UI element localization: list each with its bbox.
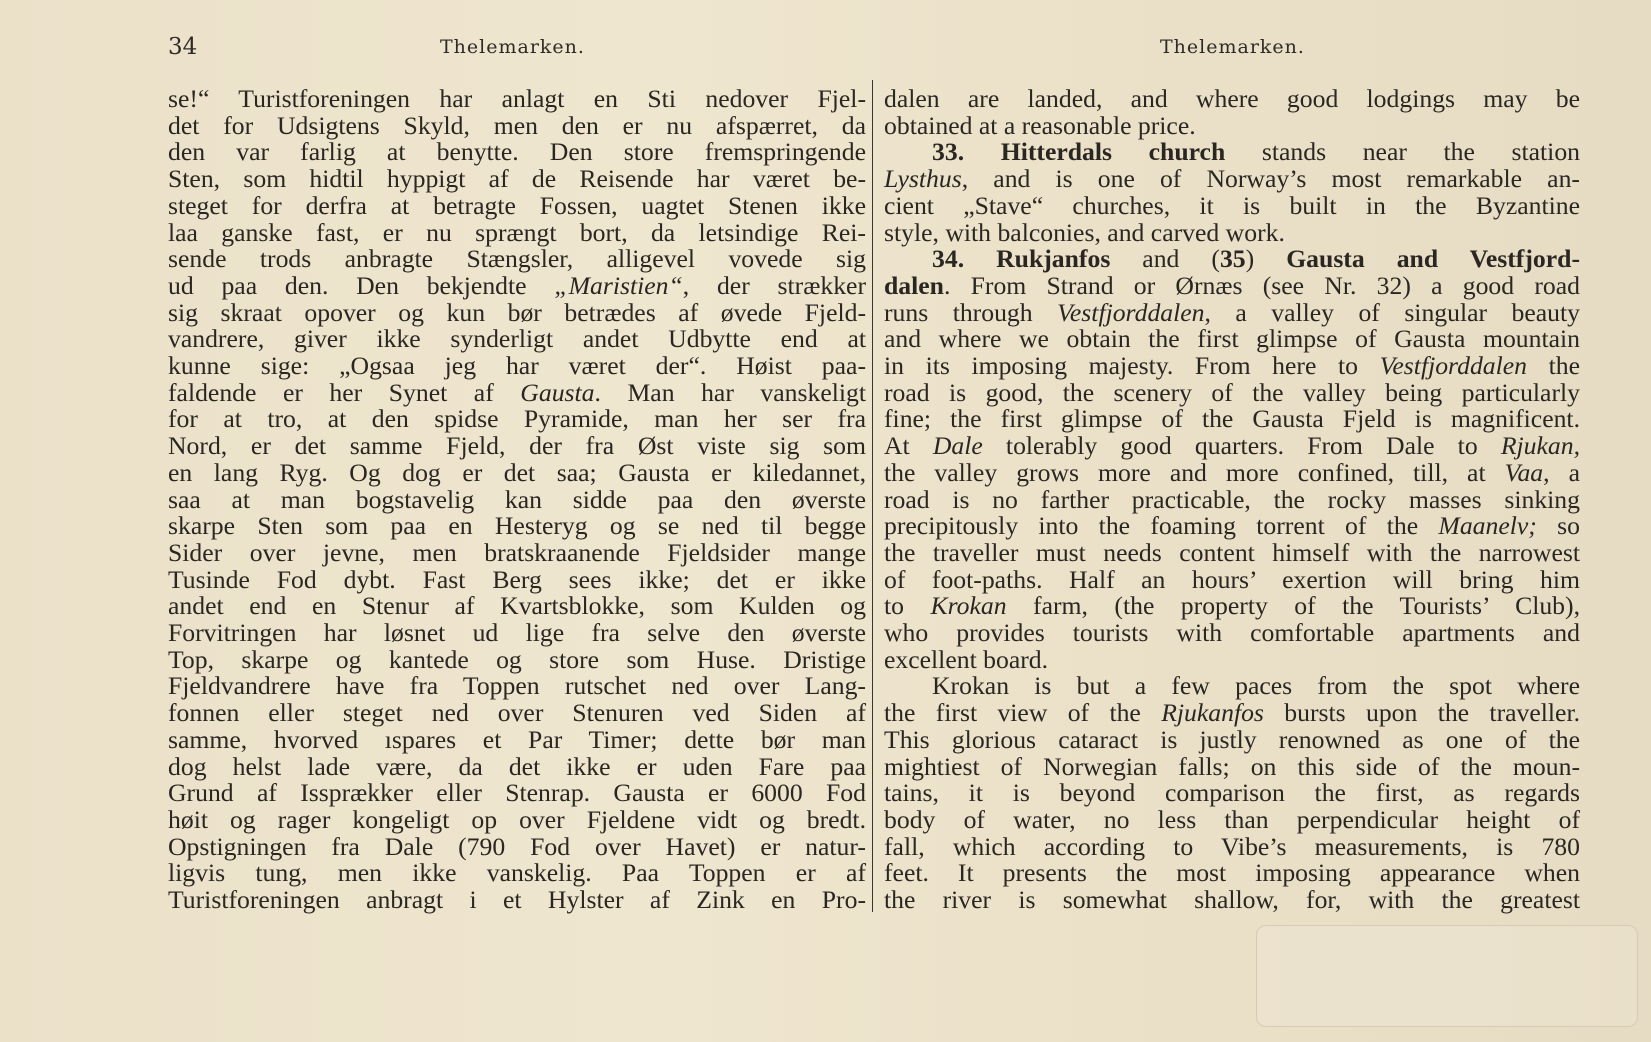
text-line: mightiest of Norwegian falls; on this side of the moun-: [884, 751, 1580, 781]
text-line: tains, it is beyond comparison the first, as regards: [884, 778, 1580, 808]
section-number: 35: [1219, 244, 1246, 274]
place-name: Rjukan,: [1500, 431, 1580, 461]
text-line: Grund af Issprækker eller Stenrap. Gausta er 6000 Fod: [168, 778, 866, 808]
text-line: in its imposing majesty. From here to Vestfjorddalen the: [884, 351, 1580, 381]
text-line: the traveller must needs content himself with the narrowest: [884, 537, 1580, 567]
text-line: Sider over jevne, men bratskraanende Fjeldsider mange: [168, 537, 866, 567]
text-line: saa at man bogstavelig kan sidde paa den øverste: [168, 484, 866, 514]
text-line: who provides tourists with comfortable apartments and: [884, 618, 1580, 648]
text-line: precipitously into the foaming torrent of the Maanelv; so: [884, 511, 1580, 541]
page-number: 34: [168, 34, 198, 60]
text-line: for at tro, at den spidse Pyramide, man her ser fra: [168, 404, 866, 434]
text-line: fonnen eller steget ned over Stenuren ved Siden af: [168, 698, 866, 728]
running-head-left: Thelemarken.: [440, 36, 585, 58]
text-line: feet. It presents the most imposing appearance when: [884, 858, 1580, 888]
text-line: faldende er her Synet af Gausta. Man har vanskeligt: [168, 377, 866, 407]
text-line: vandrere, giver ikke synderligt andet Udbytte end at: [168, 324, 866, 354]
text-line: se!“ Turistforeningen har anlagt en Sti nedover Fjel-: [168, 84, 866, 113]
section-heading-line: 34. Rukjanfos and (35) Gausta and Vestfjord-: [932, 244, 1580, 274]
english-text-column: [884, 86, 1580, 914]
place-name: Vestfjorddalen: [1057, 297, 1205, 327]
place-name: Krokan: [930, 591, 1007, 621]
section-title: Rukjanfos: [996, 244, 1111, 274]
text-line: style, with balconies, and carved work.: [884, 217, 1285, 247]
text-line: skarpe Sten som paa en Hesteryg og se ned til begge: [168, 511, 866, 541]
text-line: det for Udsigtens Skyld, men den er nu afspærret, da: [168, 110, 866, 140]
text-line: Turistforeningen anbragt i et Hylster af Zink en Pro-: [168, 885, 866, 915]
text-line: Lysthus, and is one of Norway’s most remarkable an-: [884, 164, 1580, 194]
text-line: the river is somewhat shallow, for, with the greatest: [884, 885, 1580, 915]
text-line: of foot-paths. Half an hours’ exertion will bring him: [884, 564, 1580, 594]
text-line: sende trods anbragte Stængsler, alligevel vovede sig: [168, 244, 866, 274]
text-line: body of water, no less than perpendicular height of: [884, 804, 1580, 834]
text-line: høit og rager kongeligt op over Fjeldene vidt og bredt.: [168, 804, 866, 834]
text-line: and where we obtain the first glimpse of Gausta mountain: [884, 324, 1580, 354]
section-title: Gausta and Vestfjord-: [1286, 244, 1580, 274]
place-name: Gausta: [520, 377, 595, 407]
text-line: dog helst lade være, da det ikke er uden Fare paa: [168, 751, 866, 781]
running-head-right: Thelemarken.: [1160, 36, 1305, 58]
text-line: Krokan is but a few paces from the spot where: [932, 671, 1580, 701]
text-line: runs through Vestfjorddalen, a valley of singular beauty: [884, 297, 1580, 327]
text-line: ligvis tung, men ikke vanskelig. Paa Toppen er af: [168, 858, 866, 888]
section-number: 34.: [932, 244, 965, 274]
paper-mark: [1256, 925, 1638, 1027]
text-line: kunne sige: „Ogsaa jeg har været der“. Høist paa-: [168, 351, 866, 381]
place-name: Dale: [932, 431, 983, 461]
text-line: fall, which according to Vibe’s measurements, is 780: [884, 831, 1580, 861]
text-line: cient „Stave“ churches, it is built in the Byzantine: [884, 190, 1580, 220]
text-line: obtained at a reasonable price.: [884, 110, 1196, 140]
text-line: en lang Ryg. Og dog er det saa; Gausta er kiledannet,: [168, 457, 866, 487]
text-line: steget for derfra at betragte Fossen, uagtet Stenen ikke: [168, 190, 866, 220]
section-number: 33.: [932, 137, 965, 167]
text-line: excellent board.: [884, 644, 1049, 674]
text-line: fine; the first glimpse of the Gausta Fjeld is magnificent.: [884, 404, 1580, 434]
text-line: Nord, er det samme Fjeld, der fra Øst viste sig som: [168, 431, 866, 461]
text-line: to Krokan farm, (the property of the Tourists’ Club),: [884, 591, 1581, 621]
text-line: Sten, som hidtil hyppigt af de Reisende har været be-: [168, 164, 866, 194]
text-line: Opstigningen fra Dale (790 Fod over Havet) er natur-: [168, 831, 866, 861]
text-line: Forvitringen har løsnet ud lige fra selve den øverste: [168, 618, 866, 648]
text-line: dalen. From Strand or Ørnæs (see Nr. 32) a good road: [884, 270, 1580, 300]
text-line: Top, skarpe og kantede og store som Huse. Dristige: [168, 644, 866, 674]
norwegian-text-column: [168, 86, 866, 914]
text-line: Fjeldvandrere have fra Toppen rutschet ned over Lang-: [168, 671, 866, 701]
place-name: „Maristien“: [554, 270, 683, 300]
place-name: Vaa: [1504, 457, 1544, 487]
section-title: dalen: [884, 270, 944, 300]
text-line: Tusinde Fod dybt. Fast Berg sees ikke; det er ikke: [168, 564, 866, 594]
place-name: Rjukanfos: [1161, 698, 1264, 728]
text-line: the valley grows more and more confined, till, at Vaa, a: [884, 457, 1580, 487]
section-heading-line: 33. Hitterdals church stands near the station: [932, 137, 1581, 167]
text-line: den var farlig at benytte. Den store fremspringende: [168, 137, 866, 167]
text-line: andet end en Stenur af Kvartsblokke, som Kulden og: [168, 591, 866, 621]
text-line: samme, hvorved ıspares et Par Timer; dette bør man: [168, 724, 866, 754]
place-name: Lysthus: [884, 164, 962, 194]
section-title: Hitterdals church: [1000, 137, 1226, 167]
column-divider: [872, 80, 873, 912]
place-name: Vestfjorddalen: [1379, 351, 1528, 381]
text-line: road is no farther practicable, the rocky masses sinking: [884, 484, 1580, 514]
text-line: laa ganske fast, er nu sprængt bort, da letsindige Rei-: [168, 217, 866, 247]
text-line: At Dale tolerably good quarters. From Dale to Rjukan,: [884, 431, 1580, 461]
text-line: This glorious cataract is justly renowned as one of the: [884, 724, 1580, 754]
text-line: road is good, the scenery of the valley being particularly: [884, 377, 1580, 407]
text-line: dalen are landed, and where good lodgings may be: [884, 84, 1580, 113]
place-name: Maanelv;: [1438, 511, 1537, 541]
text-line: sig skraat opover og kun bør betrædes af øvede Fjeld-: [168, 297, 866, 327]
text-line: the first view of the Rjukanfos bursts upon the traveller.: [884, 698, 1580, 728]
text-line: ud paa den. Den bekjendte „Maristien“, der strækker: [168, 270, 866, 300]
